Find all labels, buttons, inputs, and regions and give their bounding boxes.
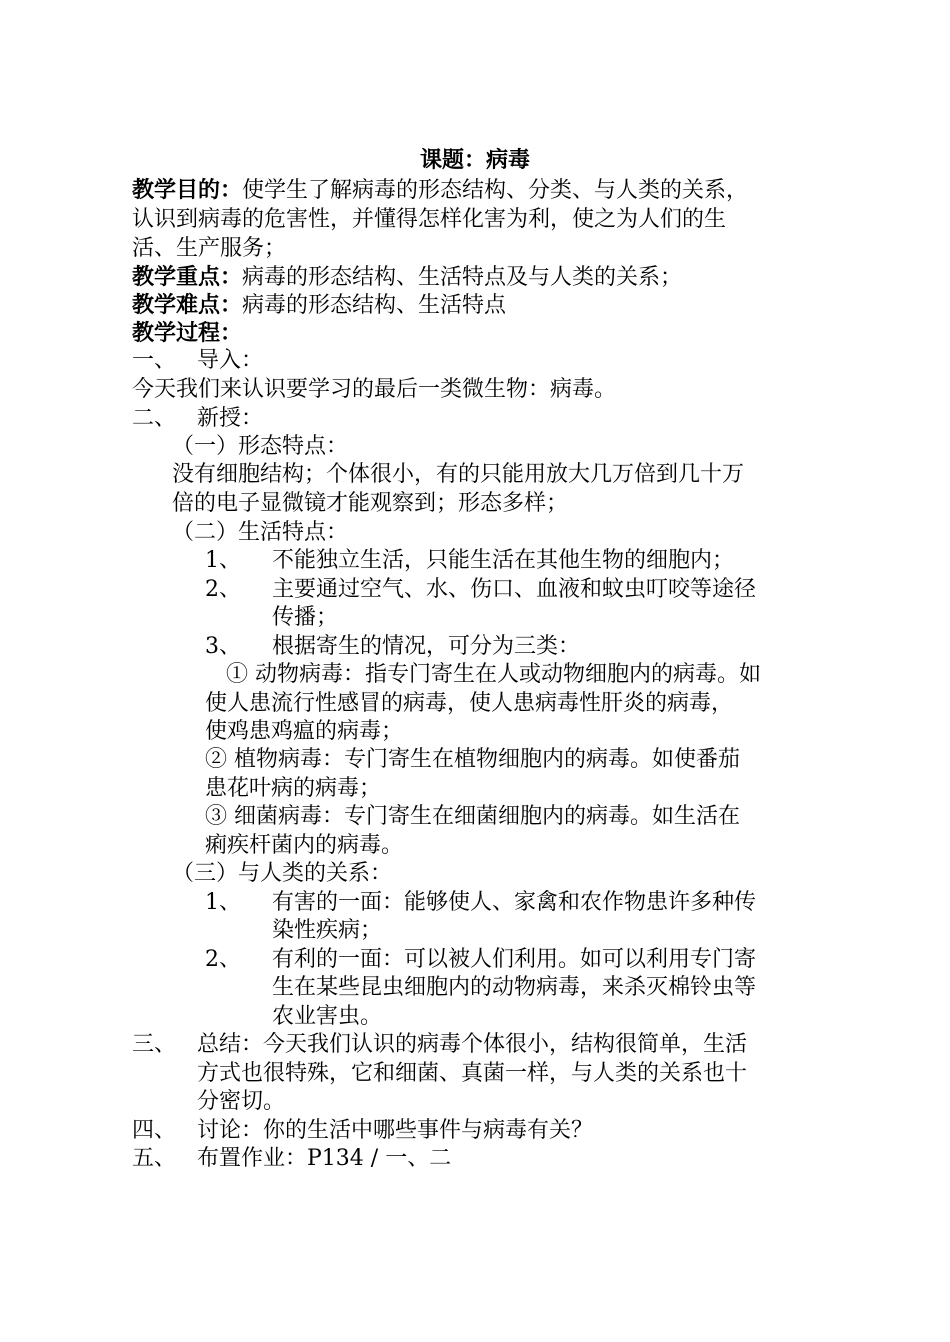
key-point-label: 教学重点： — [132, 264, 243, 290]
section1-num: 一、 — [132, 348, 177, 373]
part2-item-1 — [205, 546, 905, 576]
section1-heading — [132, 346, 832, 376]
key-point-line — [132, 262, 832, 292]
part3-item-2-cont-1: 生在某些昆虫细胞内的动物病毒，来杀灭棉铃虫等 — [272, 975, 757, 1000]
objective-label: 教学目的： — [132, 177, 243, 203]
objective-line-2: 认识到病毒的危害性，并懂得怎样化害为利，使之为人们的生 — [132, 207, 727, 232]
difficulty-label: 教学难点： — [132, 292, 243, 318]
part1-line-1: 没有细胞结构；个体很小，有的只能用放大几万倍到几十万 — [172, 462, 745, 487]
part2-item-2-text: 主要通过空气、水、伤口、血液和蚊虫叮咬等途径 — [272, 577, 757, 602]
subtype-animal-line-1: ① 动物病毒：指专门寄生在人或动物细胞内的病毒。如 — [226, 662, 761, 687]
subtype-bacteria-line-2: 痢疾杆菌内的病毒。 — [205, 833, 404, 858]
process-label: 教学过程： — [132, 320, 243, 346]
key-point-text: 病毒的形态结构、生活特点及与人类的关系； — [242, 265, 683, 290]
section3-text: 总结：今天我们认识的病毒个体很小，结构很简单，生活 — [197, 1032, 748, 1057]
subtype-bacteria-line-1: ③ 细菌病毒：专门寄生在细菌细胞内的病毒。如生活在 — [205, 804, 740, 829]
section2-num: 二、 — [132, 406, 177, 431]
part3-item-1-cont: 染性疾病； — [272, 918, 383, 943]
part2-item-1-num: 1、 — [205, 548, 241, 573]
subtype-animal-line-3: 使鸡患鸡瘟的病毒； — [205, 719, 404, 744]
objective-line-3: 活、生产服务； — [132, 236, 287, 261]
section2-heading — [132, 404, 832, 434]
section3-line-3: 分密切。 — [197, 1089, 286, 1114]
part2-title: （二）生活特点： — [172, 520, 349, 545]
part1-title: （一）形态特点： — [172, 434, 349, 459]
part1-line-2: 倍的电子显微镜才能观察到；形态多样； — [172, 491, 569, 516]
section3-num: 三、 — [132, 1032, 177, 1057]
subtype-animal-line-2: 使人患流行性感冒的病毒，使人患病毒性肝炎的病毒， — [205, 691, 734, 716]
section5-line — [132, 1144, 832, 1174]
part3-item-2-text: 有利的一面：可以被人们利用。如可以利用专门寄 — [272, 947, 757, 972]
difficulty-line — [132, 290, 832, 320]
part2-item-3-text: 根据寄生的情况，可分为三类： — [272, 634, 581, 659]
part3-item-1-text: 有害的一面：能够使人、家禽和农作物患许多种传 — [272, 890, 757, 915]
part3-item-2-cont-2: 农业害虫。 — [272, 1004, 383, 1029]
section5-num: 五、 — [132, 1146, 177, 1171]
section3-line-1 — [132, 1030, 832, 1060]
part3-item-1 — [205, 888, 905, 918]
part3-item-1-num: 1、 — [205, 890, 241, 915]
part2-item-3 — [205, 632, 905, 662]
part2-item-1-text: 不能独立生活，只能生活在其他生物的细胞内； — [272, 548, 735, 573]
section4-line — [132, 1116, 832, 1146]
section5-text: 布置作业：P134 / 一、二 — [197, 1146, 452, 1171]
part2-item-2 — [205, 575, 905, 605]
part3-title: （三）与人类的关系： — [172, 861, 393, 886]
objective-line-1 — [132, 175, 832, 205]
part3-item-2-num: 2、 — [205, 947, 241, 972]
section1-title: 导入： — [197, 348, 264, 373]
section4-num: 四、 — [132, 1118, 177, 1143]
section3-line-2: 方式也很特殊，它和细菌、真菌一样，与人类的关系也十 — [197, 1061, 748, 1086]
difficulty-text: 病毒的形态结构、生活特点 — [242, 293, 507, 318]
section2-title: 新授： — [197, 406, 264, 431]
subtype-plant-line-1: ② 植物病毒：专门寄生在植物细胞内的病毒。如使番茄 — [205, 747, 740, 772]
section1-text: 今天我们来认识要学习的最后一类微生物：病毒。 — [132, 377, 617, 402]
page-title: 课题：病毒 — [419, 147, 530, 173]
section4-text: 讨论：你的生活中哪些事件与病毒有关？ — [197, 1118, 594, 1143]
part2-item-2-num: 2、 — [205, 577, 241, 602]
objective-text: 使学生了解病毒的形态结构、分类、与人类的关系， — [242, 178, 749, 203]
part2-item-2-cont: 传播； — [272, 605, 339, 630]
part3-item-2 — [205, 945, 905, 975]
subtype-plant-line-2: 患花叶病的病毒； — [205, 776, 382, 801]
part2-item-3-num: 3、 — [205, 634, 241, 659]
